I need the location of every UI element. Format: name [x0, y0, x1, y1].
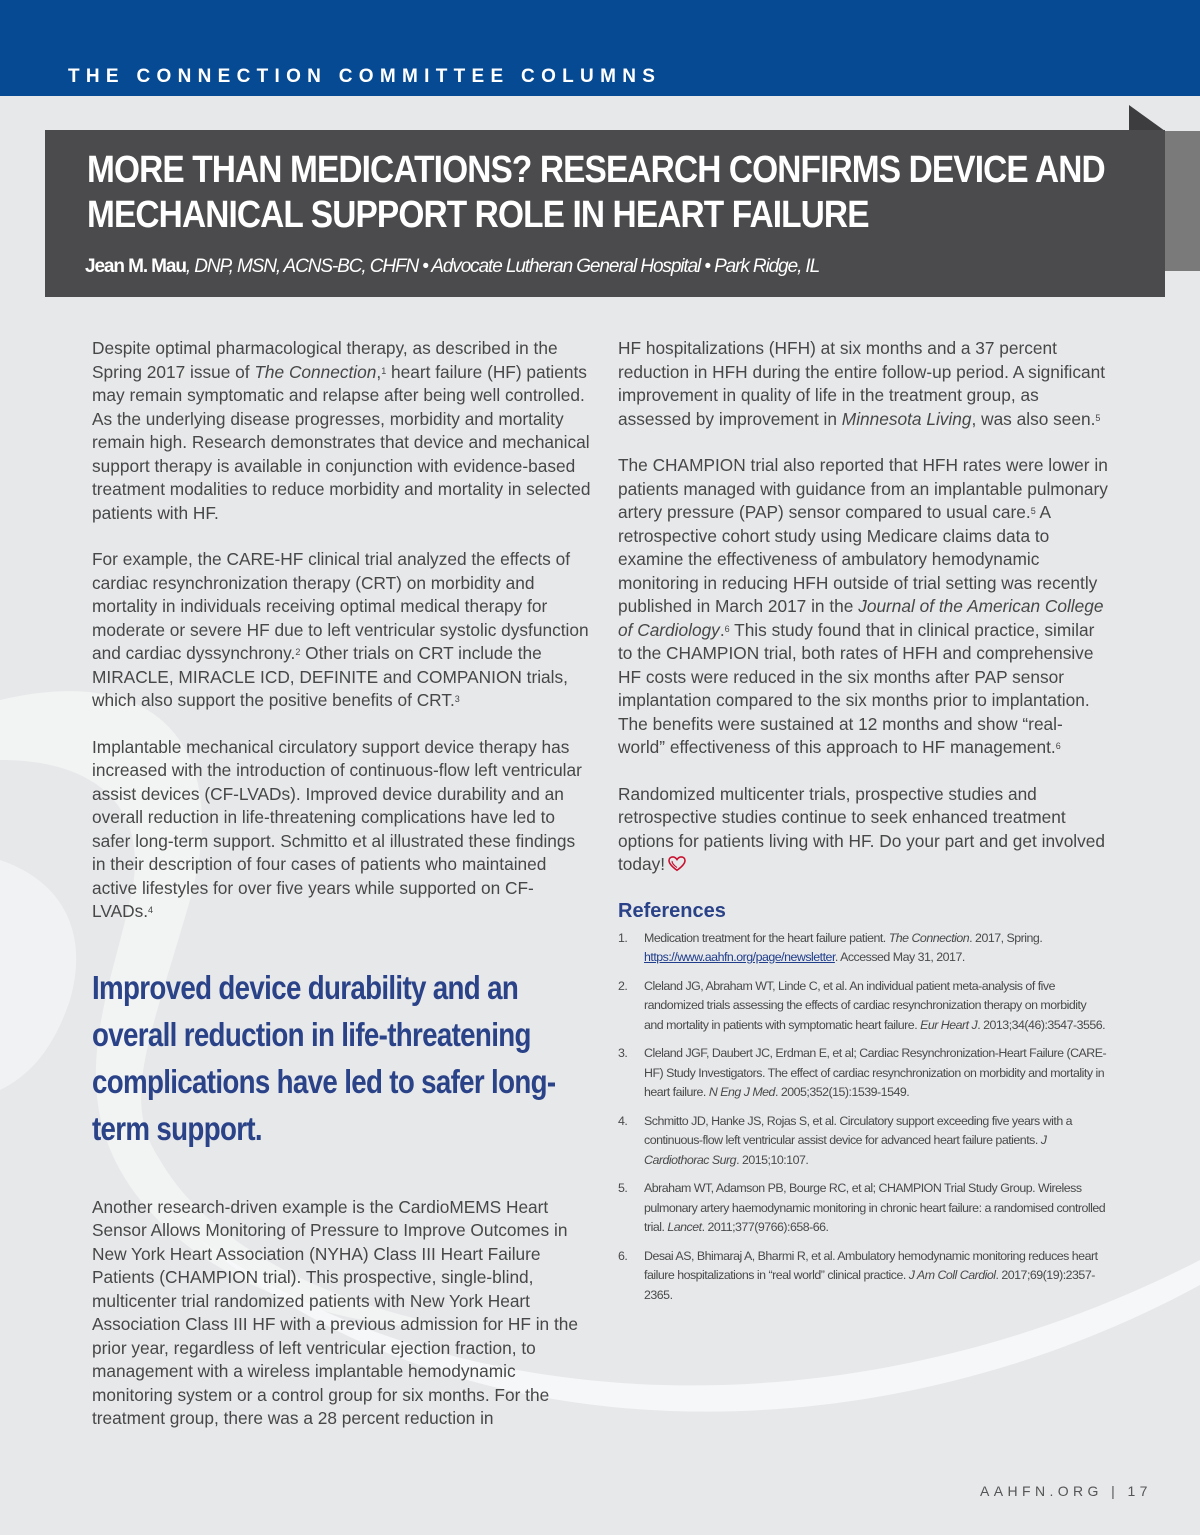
- reference-item: 2. Cleland JG, Abraham WT, Linde C, et al. An individual patient meta-analysis of five randomized trials assessing the effects of cardiac resynchronization therapy on morbidity and mortality in patients with symptomatic heart failure. Eur Heart J. 2013;34(46):3547-3556.: [618, 978, 1106, 1032]
- reference-item: 6. Desai AS, Bhimaraj A, Bharmi R, et al. Ambulatory hemodynamic monitoring reduces heart failure hospitalizations in “real world” clinical practice. J Am Coll Cardiol. 2017;69(19):2357-2365.: [618, 1248, 1098, 1302]
- side-tab: [1165, 131, 1200, 271]
- title-line-1: MORE THAN MEDICATIONS? RESEARCH CONFIRMS DEVICE AND: [87, 149, 1105, 191]
- reference-item: 4. Schmitto JD, Hanke JS, Rojas S, et al. Circulatory support exceeding five years with a continuous-flow left ventricular assist device for advanced heart failure patients. J Cardiothorac Surg. 2015;10:107.: [618, 1113, 1073, 1167]
- paragraph: Randomized multicenter trials, prospective studies and retrospective studies continue to seek enhanced treatment options for patients living with HF. Do your part and get involved today!: [618, 783, 1106, 874]
- citation: 4: [148, 905, 154, 915]
- title-line-2: MECHANICAL SUPPORT ROLE IN HEART FAILURE: [87, 194, 869, 236]
- author-details: , DNP, MSN, ACNS-BC, CHFN • Advocate Lutheran General Hospital • Park Ridge, IL: [185, 256, 820, 277]
- right-column: [618, 337, 1108, 1314]
- title-box: [45, 130, 1165, 297]
- byline: [85, 256, 819, 278]
- corner-fold: [1129, 105, 1165, 131]
- citation: 5: [1030, 506, 1036, 516]
- reference-item: 5. Abraham WT, Adamson PB, Bourge RC, et al; CHAMPION Trial Study Group. Wireless pulmonary artery haemodynamic monitoring in chronic heart failure: a randomised controlled trial. Lancet. 2011;377(9766):658-66.: [618, 1181, 1106, 1234]
- reference-item: 1. Medication treatment for the heart failure patient. The Connection. 2017, Spring. https://www.aahfn.org/page/newsletter. Accessed May 31, 2017.: [618, 930, 1043, 964]
- newsletter-link[interactable]: https://www.aahfn.org/page/newsletter: [644, 950, 835, 964]
- pull-quote: Improved device durability and an overall reduction in life-threatening complications have led to safer long-term support.: [92, 968, 556, 1147]
- heart-icon: [668, 856, 686, 872]
- references-list: [618, 929, 1108, 1306]
- paragraph: Another research-driven example is the CardioMEMS Heart Sensor Allows Monitoring of Pressure to Improve Outcomes in New York Heart Association (NYHA) Class III Heart Failure Patients (CHAMPION trial). This prospective, single-blind, multicenter trial randomized patients with New York Heart Association Class III HF with a previous admission for HF in the prior year, regardless of left ventricular ejection fraction, to management with a wireless implantable hemodynamic monitoring system or a control group for six months. For the treatment group, there was a 28 percent reduction in: [92, 1196, 578, 1428]
- citation: 1: [381, 365, 387, 376]
- left-column: [92, 337, 592, 1454]
- journal-name: The Connection: [254, 361, 377, 382]
- references-heading: References: [618, 899, 726, 922]
- section-label: THE CONNECTION COMMITTEE COLUMNS: [68, 66, 662, 87]
- page-footer: AAHFN.ORG | 17: [980, 1483, 1152, 1499]
- journal-name: Journal of the American College of Cardiology: [618, 596, 1104, 640]
- paragraph: Implantable mechanical circulatory support device therapy has increased with the introduction of continuous-flow left ventricular assist devices (CF-LVADs). Improved device durability and an overall reduction in life-threatening complications have led to safer long-term support. Schmitto et al illustrated these findings in their description of four cases of patients who maintained active lifestyles for over five years while supported on CF-LVADs.$^4$: [92, 736, 582, 921]
- author-name: Jean M. Mau: [85, 256, 186, 277]
- article-title: [87, 148, 1105, 238]
- reference-item: 3. Cleland JGF, Daubert JC, Erdman E, et al; Cardiac Resynchronization-Heart Failure (CARE-HF) Study Investigators. The effect of cardiac resynchronization on morbidity and mortality in heart failure. N Eng J Med. 2005;352(15):1539-1549.: [618, 1046, 1107, 1099]
- paragraph: Despite optimal pharmacological therapy, as described in the Spring 2017 issue of The Connection,$^1$ heart failure (HF) patients may remain symptomatic and relapse after being well controlled. As the underlying disease progresses, morbidity and mortality remain high. Research demonstrates that device and mechanical support therapy is available in conjunction with evidence-based treatment modalities to reduce morbidity and mortality in selected patients with HF.: [92, 338, 591, 523]
- citation: 2: [295, 647, 301, 657]
- paragraph: HF hospitalizations (HFH) at six months and a 37 percent reduction in HFH during the entire follow-up period. A significant improvement in quality of life in the treatment group, as assessed by improvement in Minnesota Living, was also seen.$^5$: [618, 338, 1106, 429]
- citation: 3: [454, 694, 460, 704]
- citation: 5: [1095, 412, 1101, 423]
- paragraph: The CHAMPION trial also reported that HFH rates were lower in patients managed with guidance from an implantable pulmonary artery pressure (PAP) sensor compared to usual care.$^5$ A retrospective cohort study using Medicare claims data to examine the effectiveness of ambulatory hemodynamic monitoring in reducing HFH outside of trial setting was recently published in March 2017 in the Journal of the American College of Cardiology.$^6$ This study found that in clinical practice, similar to the CHAMPION trial, both rates of HFH and comprehensive HF costs were reduced in the six months after PAP sensor implantation compared to the six months prior to implantation. The benefits were sustained at 12 months and show “real-world” effectiveness of this approach to HF management.$^6$: [618, 455, 1108, 757]
- citation: 6: [724, 623, 730, 634]
- citation: 6: [1055, 741, 1061, 751]
- paragraph: For example, the CARE-HF clinical trial analyzed the effects of cardiac resynchronization therapy (CRT) on morbidity and mortality in individuals receiving optimal medical therapy for moderate or severe HF due to left ventricular systolic dysfunction and cardiac dyssynchrony.$^2$ Other trials on CRT include the MIRACLE, MIRACLE ICD, DEFINITE and COMPANION trials, which also support the positive benefits of CRT.$^3$: [92, 549, 589, 710]
